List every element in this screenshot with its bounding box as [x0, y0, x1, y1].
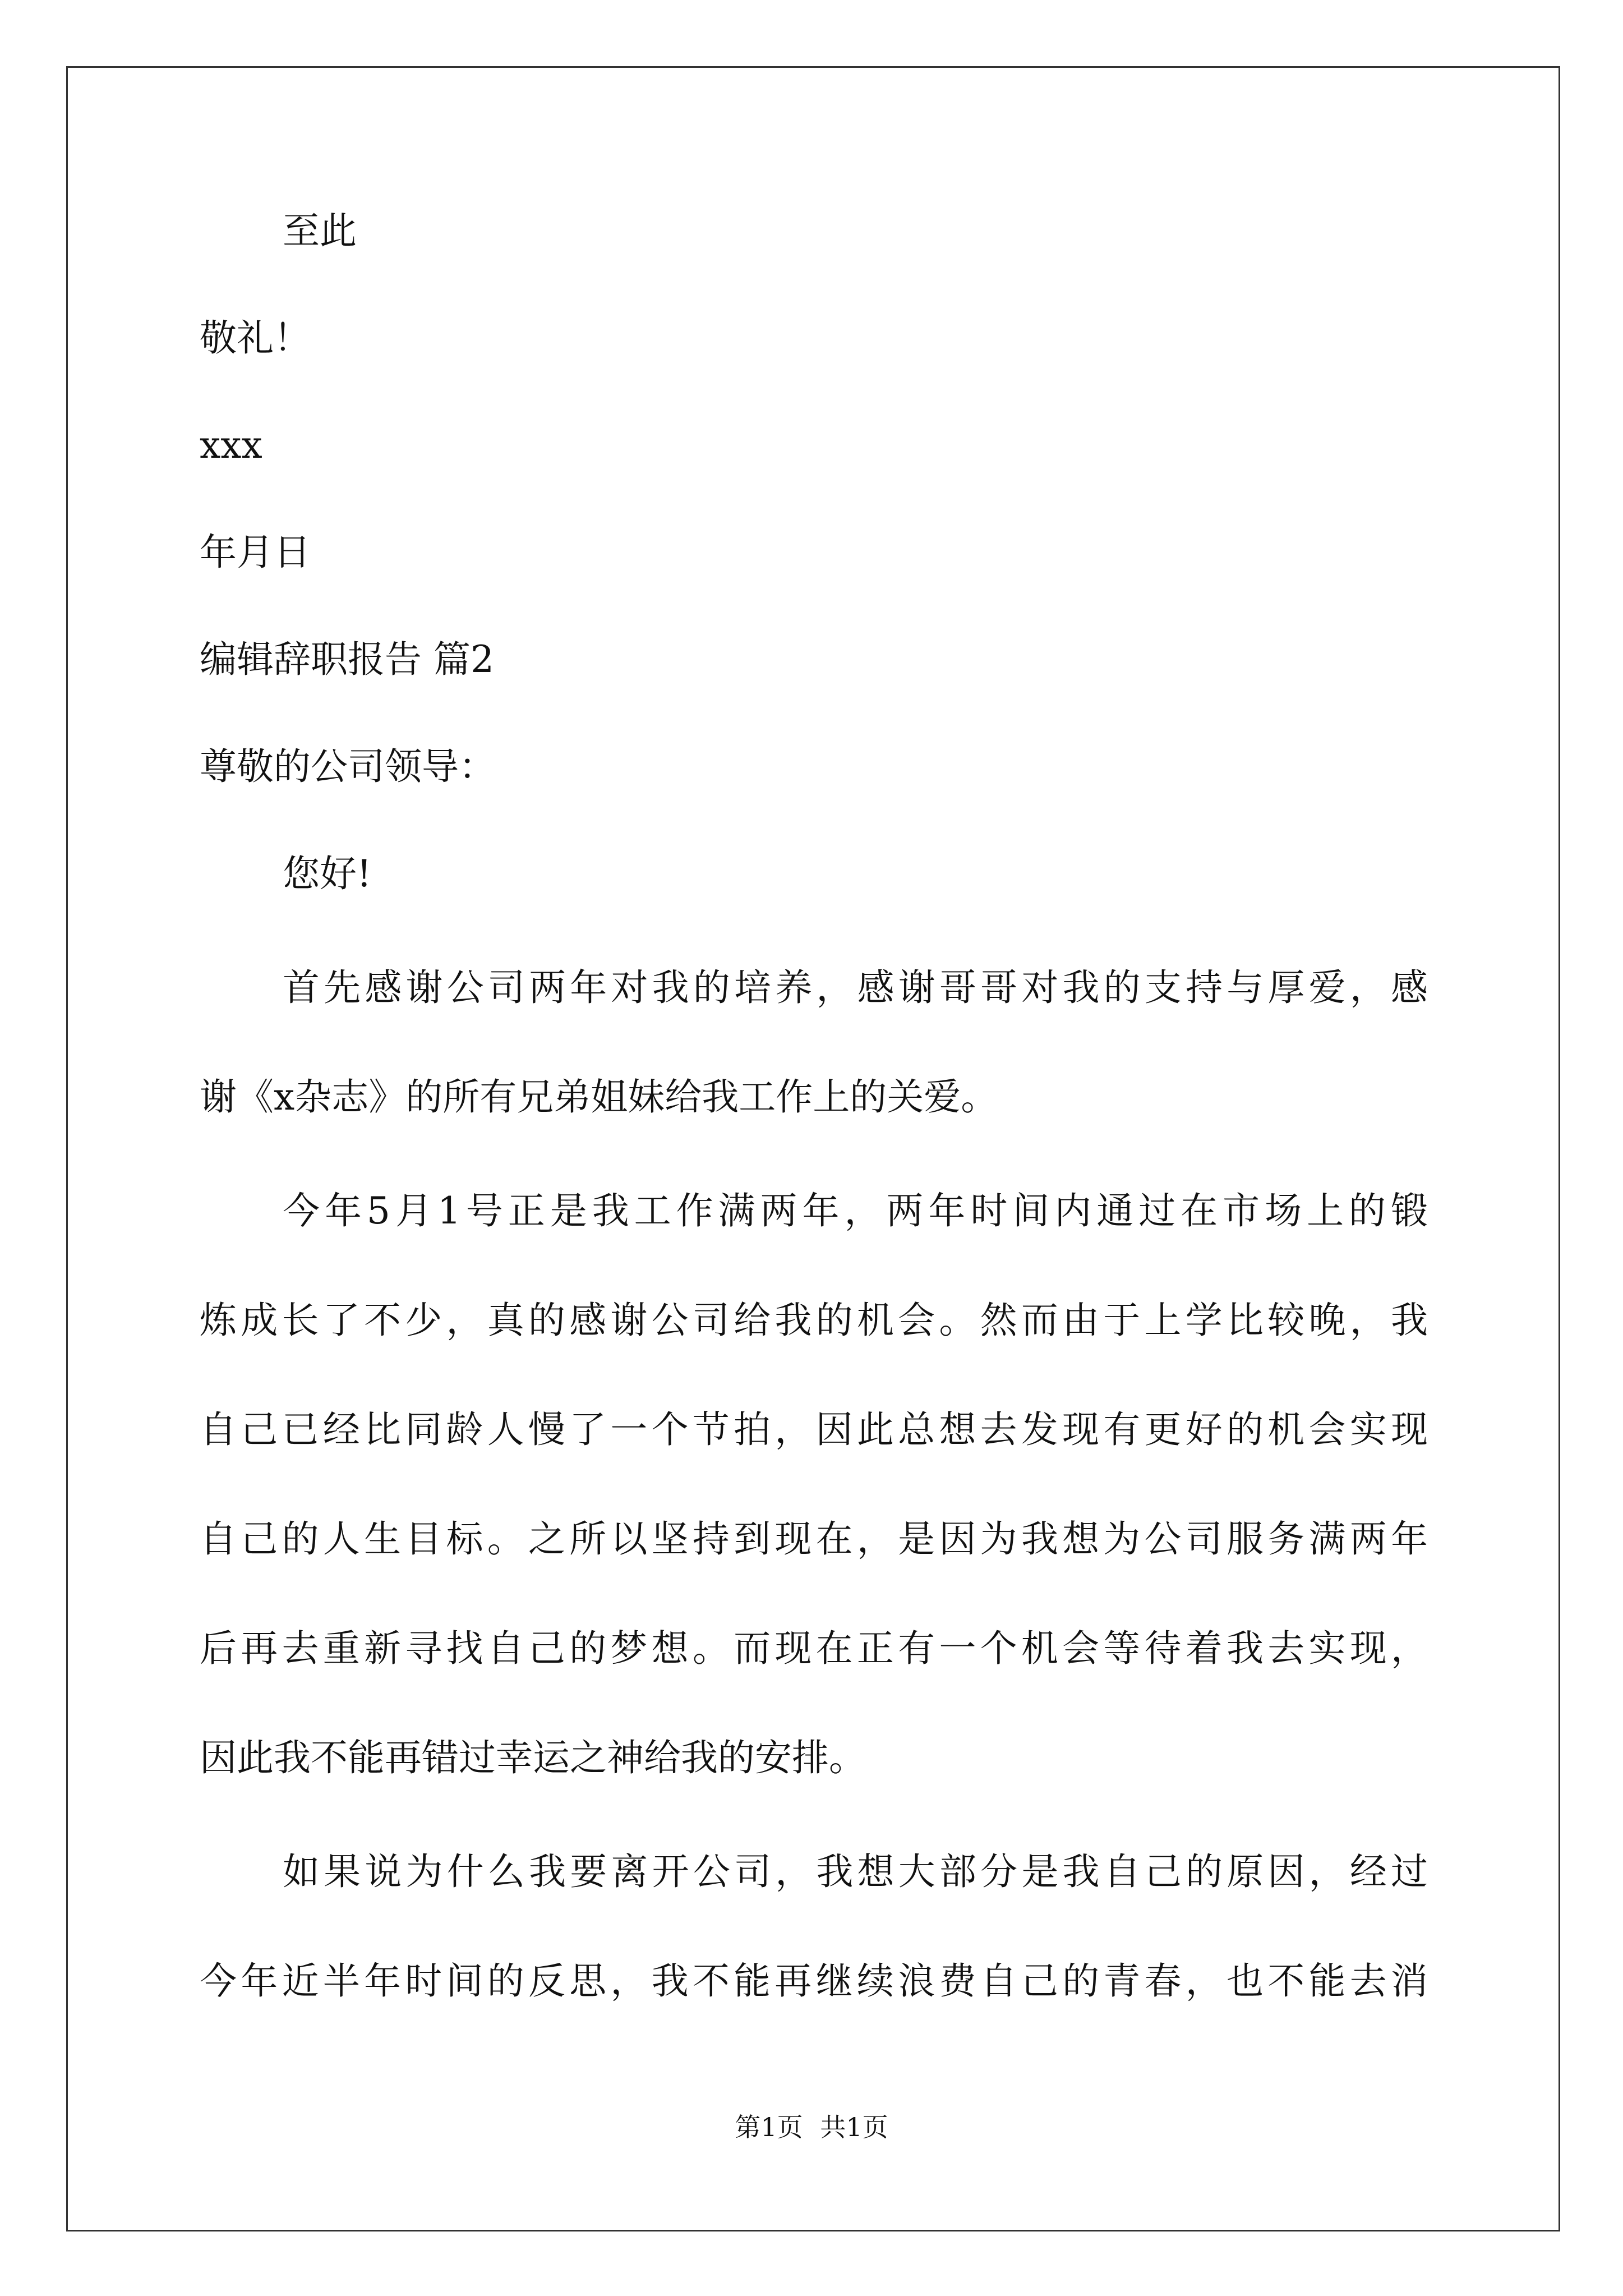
paragraph-line: 首先感谢公司两年对我的培养，感谢哥哥对我的支持与厚爱，感	[283, 966, 1428, 1009]
paragraph-line: 炼成长了不少，真的感谢公司给我的机会。然而由于上学比较晚，我	[200, 1299, 1428, 1342]
salutation: 尊敬的公司领导：	[200, 745, 496, 788]
paragraph-line: 今年5月1号正是我工作满两年，两年时间内通过在市场上的锻	[283, 1189, 1428, 1232]
paragraph-line: 自己的人生目标。之所以坚持到现在，是因为我想为公司服务满两年	[200, 1517, 1428, 1561]
section-title: 编辑辞职报告 篇2	[200, 638, 494, 681]
paragraph-line: 如果说为什么我要离开公司，我想大部分是我自己的原因，经过	[283, 1850, 1428, 1893]
paragraph-2	[200, 1185, 1428, 1784]
paragraph-line: 因此我不能再错过幸运之神给我的安排。	[200, 1736, 866, 1779]
closing-jingli: 敬礼！	[200, 316, 311, 360]
page-total: 共1页	[820, 2112, 888, 2142]
document-body	[200, 205, 1428, 2007]
closing-zhici: 至此	[283, 209, 357, 252]
greeting: 您好!	[283, 852, 372, 895]
date-line: 年月日	[200, 531, 311, 574]
page-number: 第1页	[735, 2112, 803, 2142]
paragraph-line: 后再去重新寻找自己的梦想。而现在正有一个机会等待着我去实现，	[200, 1627, 1428, 1670]
paragraph-line: 自己已经比同龄人慢了一个节拍，因此总想去发现有更好的机会实现	[200, 1408, 1428, 1451]
signature: xxx	[200, 424, 262, 467]
paragraph-1	[200, 961, 1428, 1123]
page-footer	[0, 2110, 1623, 2144]
paragraph-line: 谢《x杂志》的所有兄弟姐妹给我工作上的关爱。	[200, 1075, 998, 1119]
paragraph-3	[200, 1846, 1428, 2007]
paragraph-line: 今年近半年时间的反思，我不能再继续浪费自己的青春，也不能去消	[200, 1959, 1428, 2003]
